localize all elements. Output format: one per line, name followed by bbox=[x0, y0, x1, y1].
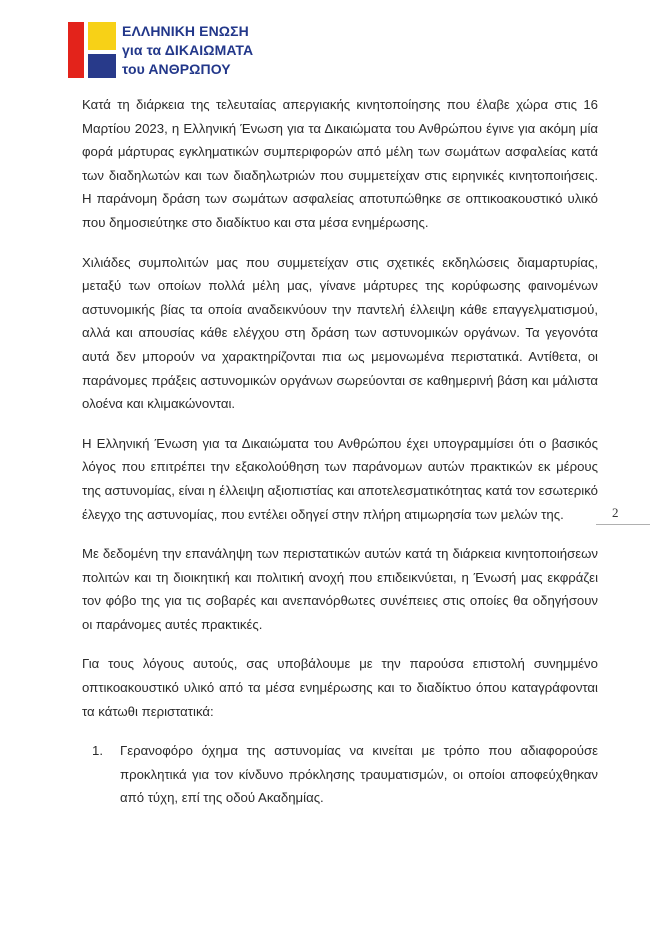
logo-blue-bar bbox=[88, 54, 116, 78]
organization-logo bbox=[68, 22, 253, 78]
list-item-text: Γερανοφόρο όχημα της αστυνομίας να κινείται με τρόπο που αδιαφορούσε προκλητικά για τον κίνδυνο πρόκλησης τραυματισμών, οι οποίοι αποφεύχθηκαν από τύχη, επί της οδού Ακαδημίας. bbox=[120, 743, 598, 806]
paragraph-1: Κατά τη διάρκεια της τελευταίας απεργιακής κινητοποίησης που έλαβε χώρα στις 16 Μαρτίου 2023, η Ελληνική Ένωση για τα Δικαιώματα του Ανθρώπου έγινε για ακόμη μία φορά μάρτυρας εγκληματικών συμπεριφορών από μέλη των σωμάτων ασφαλείας κατά των διαδηλωτών και των διαδηλωτριών που συμμετείχαν στις ειρηνικές κινητοποιήσεις. Η παράνομη δράση των σωμάτων ασφαλείας αποτυπώθηκε σε οπτικοακουστικό υλικό που δημοσιεύτηκε στο διαδίκτυο και στα μέσα ενημέρωσης. bbox=[82, 97, 598, 230]
logo-line-1: ΕΛΛΗΝΙΚΗ ΕΝΩΣΗ bbox=[122, 23, 249, 39]
page-number-rule bbox=[596, 524, 650, 525]
incident-list bbox=[82, 739, 598, 810]
paragraph-2: Χιλιάδες συμπολιτών μας που συμμετείχαν στις σχετικές εκδηλώσεις διαμαρτυρίας, μεταξύ των οποίων πολλά μέλη μας, γίνανε μάρτυρες της κορύφωσης φαινομένων αστυνομικής βίας τα οποία αναδεικνύουν την παντελή έλλειψη κάθε επαγγελματισμού, αλλά και απουσίας κάθε ελέγχου στη δράση των αστυνομικών οργάνων. Τα γεγονότα αυτά δεν μπορούν να χαρακτηρίζονται πια ως μεμονωμένα περιστατικά. Αντίθετα, οι παράνομες πράξεις αστυνομικών οργάνων σωρεύονται σε καθημερινή βάση και μάλιστα ολοένα και κλιμακώνονται. bbox=[82, 254, 598, 412]
paragraph-3: Η Ελληνική Ένωση για τα Δικαιώματα του Ανθρώπου έχει υπογραμμίσει ότι ο βασικός λόγος που επιτρέπει την εξακολούθηση των παράνομων αυτών πρακτικών εκ μέρους της αστυνομίας, είναι η έλλειψη αξιοπιστίας και αποτελεσματικότητας κατά τον εσωτερικό έλεγχο της αστυνομίας, που εντέλει οδηγεί στην πλήρη ατιμωρησία των μελών της. bbox=[82, 435, 598, 522]
paragraph-5: Για τους λόγους αυτούς, σας υποβάλουμε με την παρούσα επιστολή συνημμένο οπτικοακουστικό υλικό από τα μέσα ενημέρωσης και το διαδίκτυο όπου καταγράφονται τα κάτωθι περιστατικά: bbox=[82, 656, 598, 719]
logo-line-3: του ΑΝΘΡΩΠΟΥ bbox=[122, 61, 231, 77]
logo-line-2: για τα ΔΙΚΑΙΩΜΑΤΑ bbox=[122, 42, 254, 58]
document-body bbox=[82, 93, 598, 810]
paragraph-4: Με δεδομένη την επανάληψη των περιστατικών αυτών κατά τη διάρκεια κινητοποιήσεων πολιτών και τη διοικητική και πολιτική ανοχή που επιδεικνύεται, η Ένωσή μας εκφράζει τον φόβο της για τις σοβαρές και ανεπανόρθωτες συνέπειες στις οποίες θα οδηγήσουν οι παράνομες αυτές πρακτικές. bbox=[82, 546, 598, 632]
page-number: 2 bbox=[612, 505, 619, 520]
list-item bbox=[92, 739, 598, 810]
logo-text bbox=[122, 22, 253, 78]
logo-bar-stack bbox=[88, 22, 116, 78]
logo-emblem bbox=[68, 22, 116, 78]
logo-yellow-bar bbox=[88, 22, 116, 50]
list-item-number: 1. bbox=[92, 743, 103, 759]
logo-red-bar bbox=[68, 22, 84, 78]
